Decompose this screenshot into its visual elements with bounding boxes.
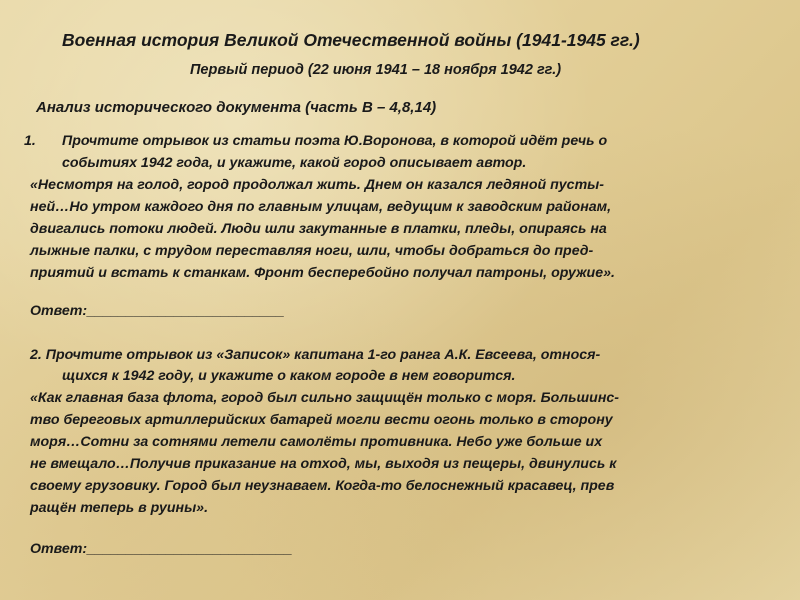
q2-answer-line: Ответ:__________________________ [30, 541, 293, 557]
q1-quote-line: лыжные палки, с трудом переставляя ноги, шли, чтобы добраться до пред- [30, 243, 594, 259]
q1-quote-line: приятий и встать к станкам. Фронт бесперебойно получал патроны, оружие». [30, 265, 615, 281]
q1-quote-line: двигались потоки людей. Люди шли закутанные в платки, пледы, опираясь на [30, 221, 607, 237]
q2-prompt-line: щихся к 1942 году, и укажите о каком городе в нем говорится. [62, 368, 516, 384]
q1-prompt-line: событиях 1942 года, и укажите, какой город описывает автор. [62, 155, 527, 171]
q1-number: 1. [24, 133, 36, 149]
q2-quote-line: тво береговых артиллерийских батарей могли вести огонь только в сторону [30, 412, 613, 428]
q1-quote-line: «Несмотря на голод, город продолжал жить. Днем он казался ледяной пусты- [30, 177, 605, 193]
page-subtitle: Первый период (22 июня 1941 – 18 ноября 1942 гг.) [190, 62, 562, 78]
q2-quote-line: ращён теперь в руины». [30, 500, 209, 516]
q1-prompt-line: Прочтите отрывок из статьи поэта Ю.Воронова, в которой идёт речь о [62, 133, 608, 149]
q2-quote-line: своему грузовику. Город был неузнаваем. Когда-то белоснежный красавец, прев [30, 478, 615, 494]
q2-quote-line: моря…Сотни за сотнями летели самолёты противника. Небо уже больше их [30, 434, 603, 450]
section-heading: Анализ исторического документа (часть В – 4,8,14) [36, 99, 437, 116]
q2-prompt-line: 2. Прочтите отрывок из «Записок» капитана 1-го ранга А.К. Евсеева, относя- [30, 347, 601, 363]
page-title: Военная история Великой Отечественной войны (1941-1945 гг.) [62, 30, 640, 50]
q2-quote-line: не вмещало…Получив приказание на отход, мы, выходя из пещеры, двинулись к [30, 456, 617, 472]
q2-quote-line: «Как главная база флота, город был сильно защищён только с моря. Большинс- [30, 390, 620, 406]
q1-quote-line: ней…Но утром каждого дня по главным улицам, ведущим к заводским районам, [30, 199, 612, 215]
q1-answer-line: Ответ:_________________________ [30, 303, 285, 319]
